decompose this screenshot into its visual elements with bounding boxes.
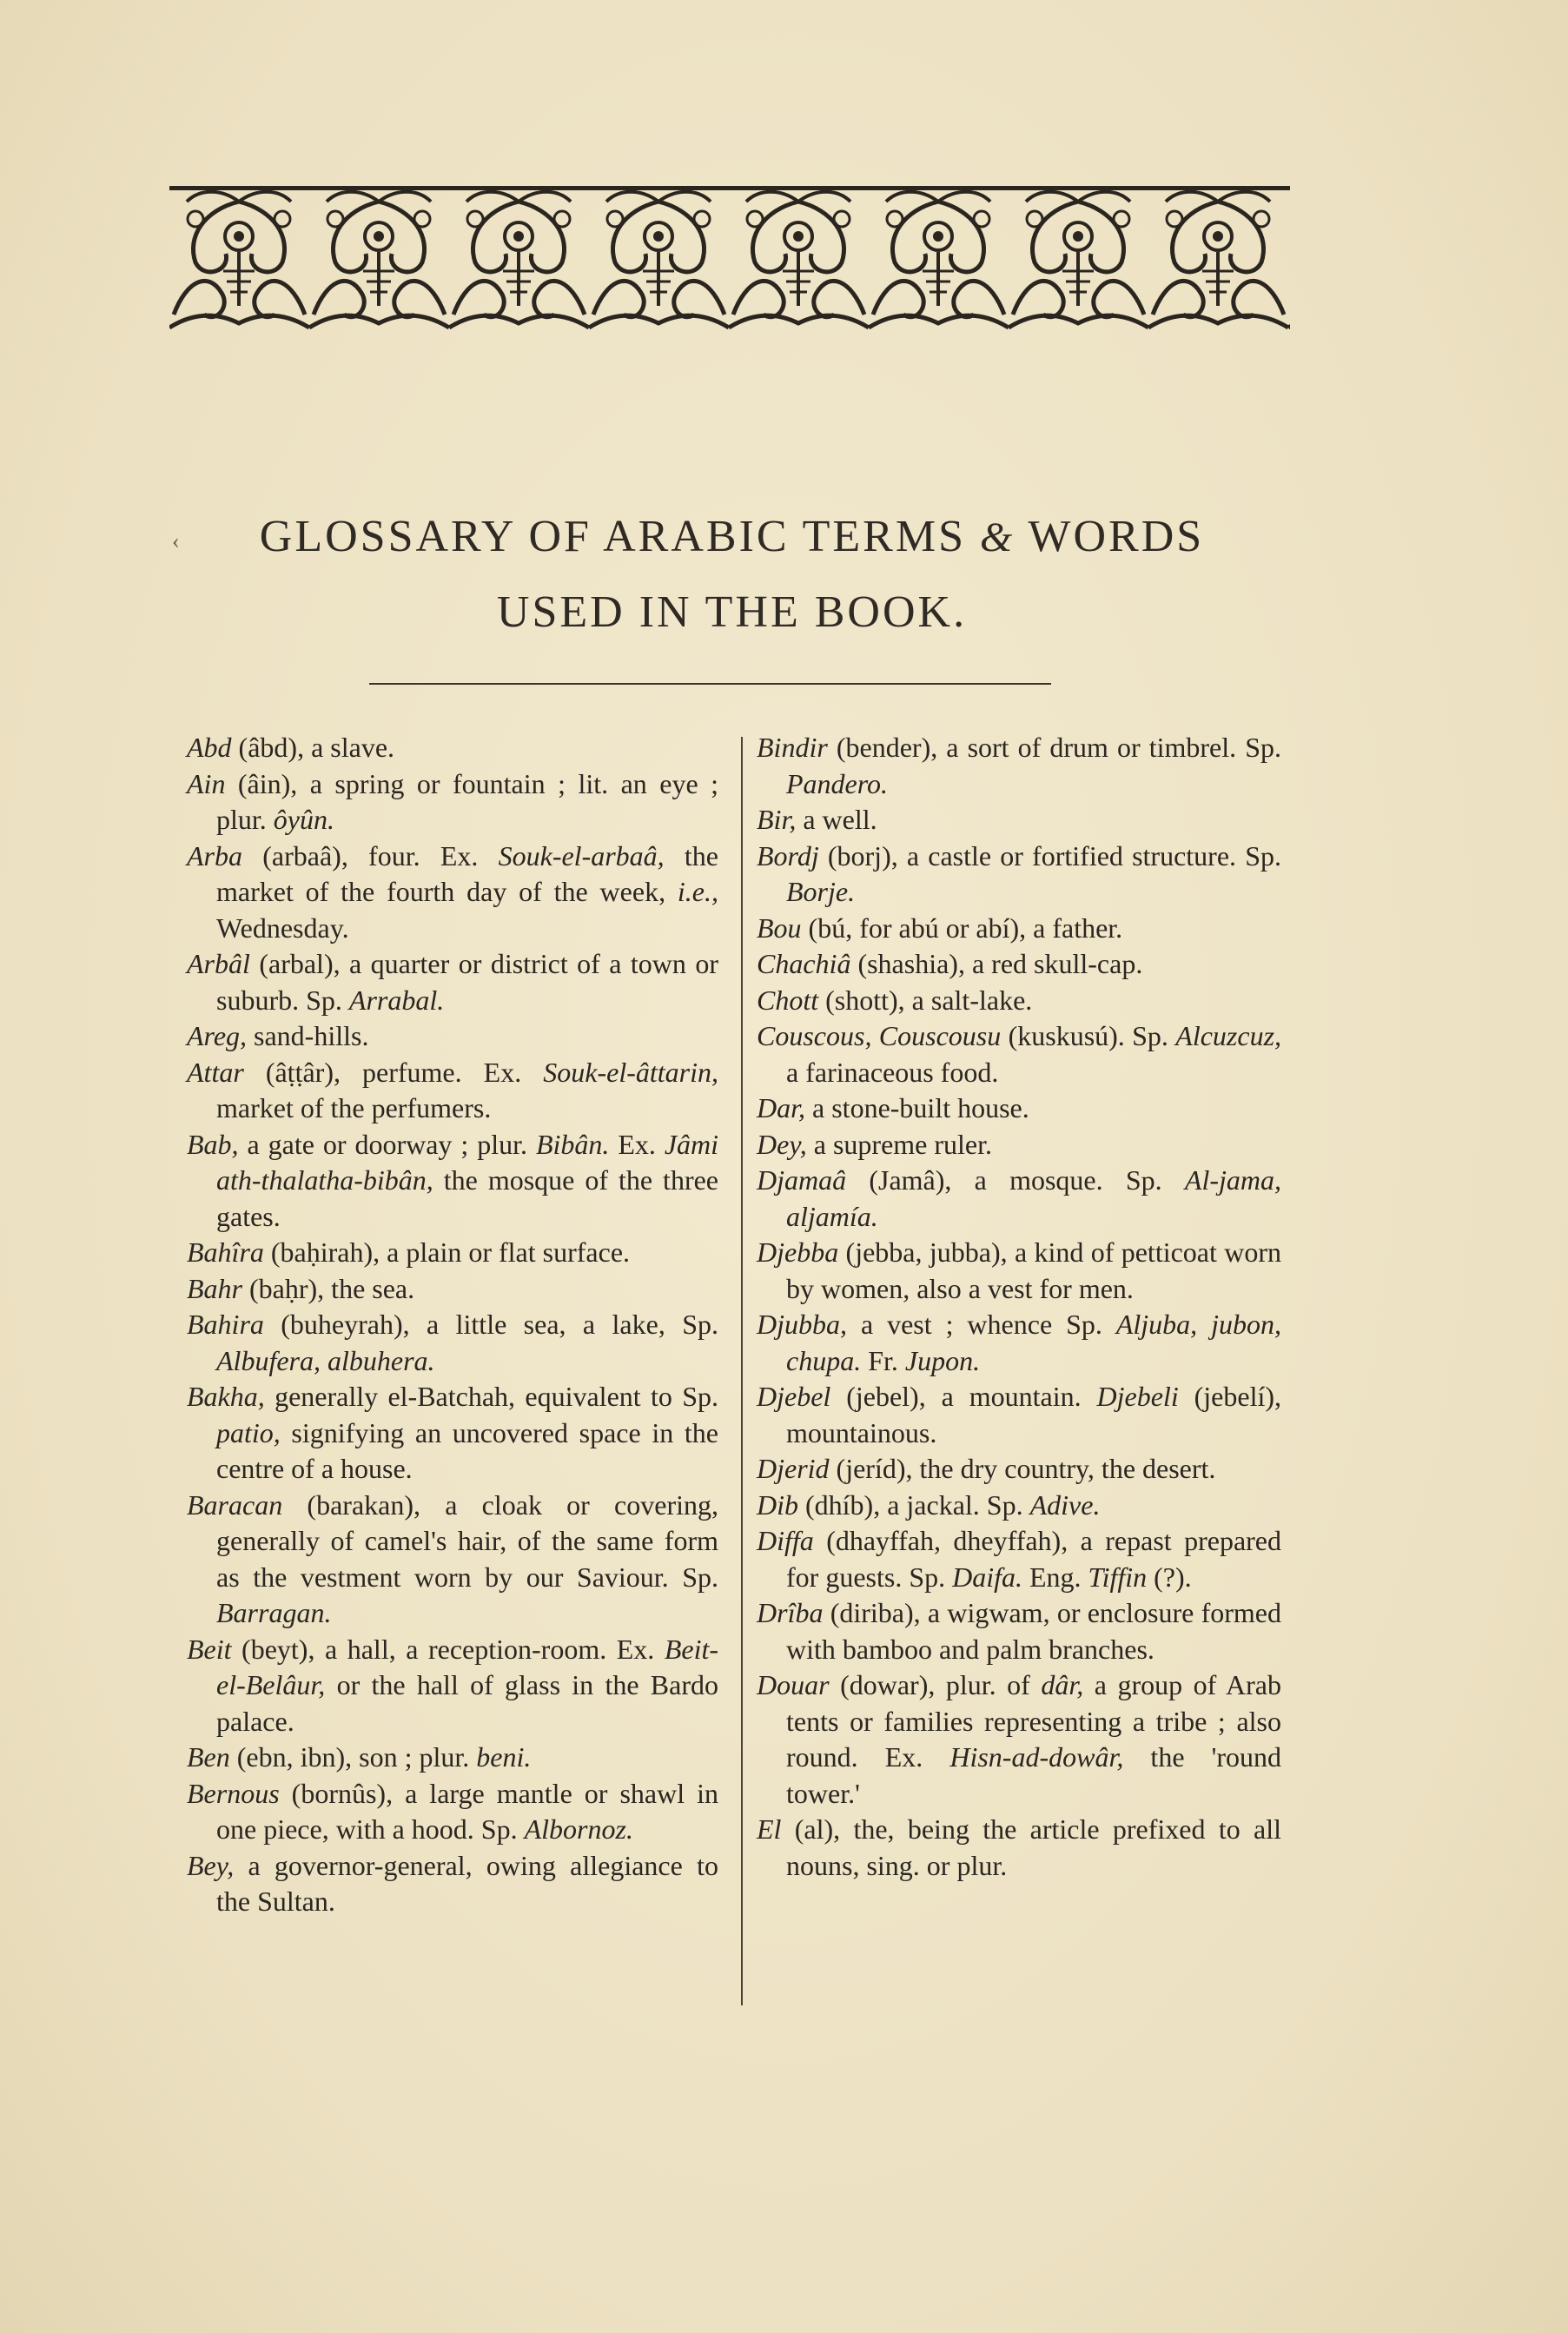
glossary-right-column [757,730,1281,1884]
glossary-example: patio, [216,1416,281,1448]
glossary-definition: (baḥirah), a plain or flat surface. [263,1236,631,1268]
glossary-term: Bou [757,911,802,944]
glossary-term: Bernous [187,1777,280,1809]
glossary-example: Hisn-ad-dowâr, [949,1741,1124,1773]
glossary-entry [757,946,1281,983]
glossary-entry [187,1488,718,1632]
glossary-entry [757,1488,1281,1524]
glossary-term: Abd [187,732,232,763]
glossary-definition: (âin), a spring or fountain ; lit. an eye ; plur. [216,767,718,835]
glossary-definition: (baḥr), the sea. [242,1272,415,1304]
glossary-definition: (barakan), a cloak or covering, generally of camel's hair, of the same form as the vestment worn by our Saviour. Sp. [216,1488,718,1593]
glossary-entry [757,1127,1281,1163]
glossary-entry [187,730,718,766]
glossary-entry [757,838,1281,911]
glossary-entry [187,1127,718,1236]
glossary-term: Djamaâ [757,1164,847,1196]
glossary-term: Bakha, [187,1381,265,1412]
glossary-example: Barragan. [216,1597,332,1628]
glossary-example: Albufera, albuhera. [216,1344,435,1376]
glossary-entry [187,1379,718,1488]
glossary-term: Drîba [757,1597,824,1628]
glossary-left-column [187,730,718,1920]
glossary-example: dâr, [1041,1669,1084,1700]
glossary-definition: (beyt), a hall, a reception-room. Ex. [231,1633,665,1665]
glossary-definition: the mosque of the three gates. [216,1164,718,1232]
glossary-example: Al-jama, aljamía. [786,1164,1281,1232]
glossary-definition: a vest ; whence Sp. [847,1309,1116,1340]
glossary-definition: (shashia), a red skull-cap. [850,948,1143,979]
glossary-entry [757,1307,1281,1379]
glossary-term: Bey, [187,1849,235,1881]
glossary-term: Bahîra [187,1236,264,1268]
glossary-term: Areg, [187,1020,248,1051]
glossary-definition: (âbd), a slave. [231,732,395,763]
glossary-definition: (bender), a sort of drum or timbrel. Sp. [827,732,1281,763]
glossary-entry [187,1776,718,1848]
glossary-example: Daifa. [952,1561,1022,1593]
glossary-definition: (Jamâ), a mosque. Sp. [846,1164,1185,1196]
glossary-definition: (buheyrah), a little sea, a lake, Sp. [263,1309,718,1340]
glossary-term: Baracan [187,1488,283,1521]
glossary-example: Tiffin [1088,1561,1148,1593]
glossary-definition: (jebel), a mountain. [830,1381,1097,1412]
glossary-definition: market of the perfumers. [216,1092,492,1123]
glossary-definition: a farinaceous food. [786,1056,999,1088]
glossary-term: Ben [187,1741,230,1773]
glossary-entry [187,766,718,838]
glossary-definition: (dhíb), a jackal. Sp. [798,1488,1030,1521]
glossary-definition: signifying an uncovered space in the centre of a house. [216,1416,718,1484]
glossary-term: Attar [187,1056,244,1088]
glossary-definition: (diriba), a wigwam, or enclosure formed with bamboo and palm branches. [786,1597,1281,1665]
glossary-example: Borje. [786,876,856,907]
glossary-entry [757,983,1281,1019]
glossary-term: Chott [757,984,819,1016]
glossary-entry [187,1055,718,1127]
glossary-term: Douar [757,1669,830,1700]
page-subtitle: USED IN THE BOOK. [496,587,968,637]
glossary-example: Aljuba, jubon, chupa. [786,1309,1282,1376]
title-part: WORDS [1028,512,1205,561]
glossary-term: Chachiâ [757,948,851,979]
glossary-definition: (shott), a salt-lake. [818,984,1033,1016]
glossary-example: Albornoz. [524,1813,633,1845]
title-rule [369,683,1051,685]
glossary-definition: (jeríd), the dry country, the desert. [829,1453,1216,1484]
glossary-entry [187,1235,718,1271]
glossary-term: Diffa [757,1525,814,1556]
glossary-term: Couscous, Couscousu [757,1020,1002,1051]
glossary-definition: the 'round tower.' [786,1741,1282,1809]
glossary-example: Souk-el-arbaâ, [498,839,665,872]
glossary-term: Bab, [187,1128,239,1160]
glossary-entry [187,1271,718,1308]
glossary-definition: (bornûs), a large mantle or shawl in one piece, with a hood. Sp. [216,1777,718,1845]
glossary-term: Beit [187,1633,232,1665]
glossary-term: Djebel [757,1381,831,1412]
glossary-definition: (borj), a castle or fortified structure. Sp. [818,839,1281,872]
glossary-example: Djebeli [1096,1381,1179,1412]
glossary-term: Arba [187,839,242,872]
glossary-entry [757,1812,1281,1884]
glossary-entry [757,1451,1281,1488]
glossary-entry [757,802,1281,838]
glossary-example: Adive. [1029,1488,1101,1521]
glossary-entry [757,1595,1281,1667]
glossary-definition: (arbal), a quarter or district of a town or suburb. Sp. [216,948,718,1016]
glossary-example: Beit-el-Belâur, [216,1633,718,1700]
glossary-definition: a gate or doorway ; plur. [238,1128,536,1160]
glossary-definition: Wednesday. [216,911,349,944]
glossary-definition: sand-hills. [247,1020,369,1051]
glossary-entry [757,911,1281,947]
glossary-definition: (jebelí), mountainous. [786,1381,1282,1448]
glossary-definition: a stone-built house. [805,1092,1029,1123]
glossary-definition: Fr. [861,1344,905,1376]
glossary-definition: Ex. [609,1128,665,1160]
glossary-entry [187,1632,718,1740]
glossary-entry [187,1848,718,1920]
page-title [174,511,1290,562]
glossary-entry [757,1379,1281,1451]
glossary-term: Dey, [757,1128,807,1160]
column-divider [741,737,743,2005]
glossary-definition: generally el-Batchah, equivalent to Sp. [264,1381,718,1412]
glossary-definition: or the hall of glass in the Bardo palace. [216,1669,718,1737]
glossary-example: Pandero. [786,767,889,799]
glossary-example: Alcuzcuz, [1175,1020,1282,1051]
glossary-definition: a group of Arab tents or families representing a tribe ; also round. Ex. [786,1669,1281,1773]
glossary-term: Djerid [757,1453,830,1484]
glossary-term: Bordj [757,839,819,872]
glossary-definition: (dhayffah, dheyffah), a repast prepared for guests. Sp. [786,1525,1281,1593]
glossary-definition: a well. [796,804,877,835]
glossary-entry [187,946,718,1018]
glossary-definition: (kuskusú). Sp. [1001,1020,1176,1051]
glossary-term: Ain [187,767,226,799]
glossary-entry [757,1667,1281,1812]
glossary-example: Jâmi ath-thalatha-bibân, [216,1128,719,1196]
glossary-example: ôyûn. [273,804,334,835]
title-part: GLOSSARY OF ARABIC TERMS [259,512,966,561]
glossary-entry [187,1018,718,1055]
glossary-example: i.e., [677,876,718,907]
glossary-definition: (jebba, jubba), a kind of petticoat worn by women, also a vest for men. [786,1236,1281,1304]
glossary-entry [757,1235,1281,1307]
glossary-entry [187,1740,718,1776]
glossary-term: Djubba, [757,1309,847,1340]
glossary-definition: a governor-general, owing allegiance to the Sultan. [216,1849,718,1917]
glossary-definition: (?). [1147,1561,1192,1593]
glossary-example: Souk-el-âttarin, [543,1056,718,1088]
glossary-definition: (âṭṭâr), perfume. Ex. [243,1056,544,1088]
glossary-definition: Eng. [1022,1561,1088,1593]
glossary-term: El [757,1813,782,1845]
glossary-entry [187,838,718,947]
glossary-term: Bindir [757,732,828,763]
glossary-definition: (bú, for abú or abí), a father. [801,911,1123,944]
glossary-term: Bahr [187,1272,242,1304]
glossary-term: Bir, [757,804,797,835]
title-ampersand: & [980,514,1016,560]
glossary-entry [757,1523,1281,1595]
arabesque-frieze-icon [169,184,1290,332]
glossary-entry [757,1018,1281,1090]
margin-mark: ‹ [172,528,180,553]
glossary-definition: a supreme ruler. [806,1128,992,1160]
glossary-definition: (dowar), plur. of [829,1669,1042,1700]
glossary-entry [187,1307,718,1379]
glossary-term: Bahira [187,1309,264,1340]
glossary-term: Djebba [757,1236,839,1268]
glossary-definition: (ebn, ibn), son ; plur. [229,1741,477,1773]
glossary-entry [757,1090,1281,1127]
glossary-definition: (al), the, being the article prefixed to all nouns, sing. or plur. [781,1813,1281,1881]
glossary-example: Jupon. [904,1344,981,1376]
glossary-term: Dar, [757,1092,806,1123]
glossary-example: Bibân. [535,1128,610,1160]
glossary-definition: (arbaâ), four. Ex. [242,839,499,872]
glossary-example: Arrabal. [348,984,445,1016]
glossary-term: Arbâl [187,948,250,979]
glossary-term: Dib [757,1488,798,1521]
glossary-definition: the market of the fourth day of the week, [216,839,718,907]
glossary-entry [757,730,1281,802]
glossary-entry [757,1163,1281,1235]
glossary-example: beni. [476,1741,532,1773]
